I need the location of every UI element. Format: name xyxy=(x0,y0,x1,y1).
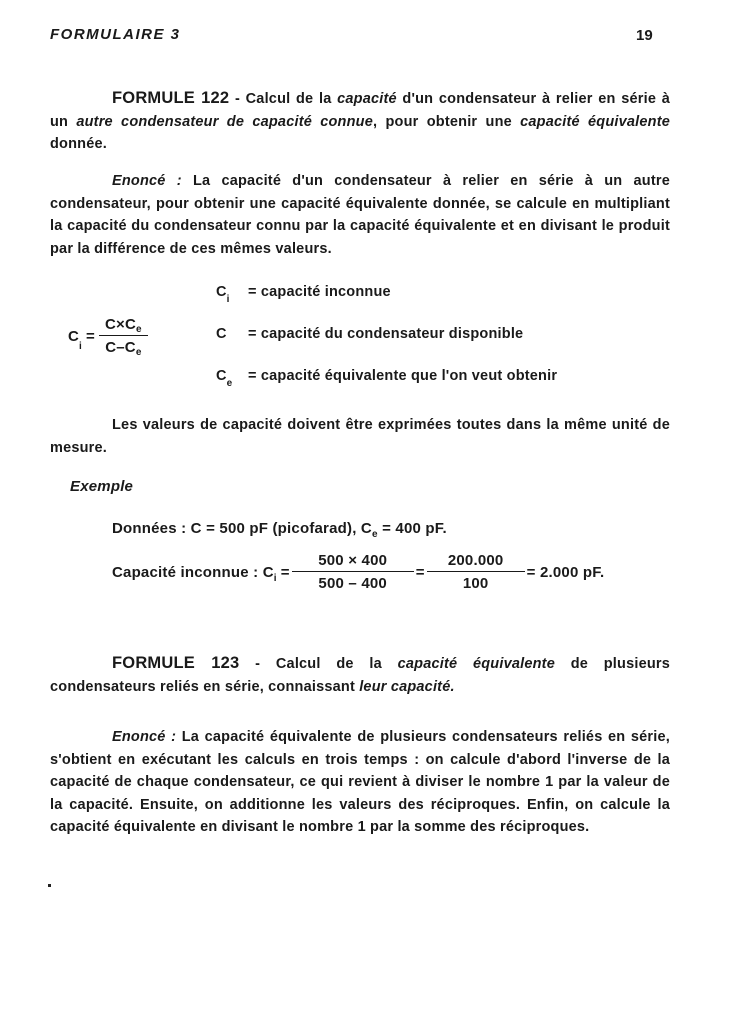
calc-sub: i xyxy=(273,572,277,584)
example-label: Exemple xyxy=(70,478,134,495)
stray-dot xyxy=(48,884,51,887)
heading-text: d'un condensateur à relier en série à un xyxy=(50,91,670,130)
frac1-numerator: 500 × 400 xyxy=(292,552,414,572)
def-sub: e xyxy=(226,378,233,389)
formula-numerator: C×C xyxy=(105,316,137,333)
formula-ci xyxy=(68,316,148,356)
enonce-text: La capacité d'un condensateur à relier en série à un autre condensateur, pour obtenir une capacité équivalente donnée, se calcule en multipliant la capacité du condensateur connu par la capacité équivalente et en divisant le produit par la différence de ces mêmes valeurs. xyxy=(50,173,670,257)
formula-denominator-sub: e xyxy=(135,347,142,358)
example-calculation xyxy=(112,552,604,592)
frac2-denominator: 100 xyxy=(462,575,489,592)
frac1-denominator: 500 – 400 xyxy=(318,575,387,592)
formule-122-label: FORMULE 122 xyxy=(112,89,230,107)
formule-123-heading xyxy=(50,652,670,698)
heading-text: , pour obtenir une xyxy=(373,113,521,130)
frac2-numerator: 200.000 xyxy=(427,552,525,572)
calc-fraction-2 xyxy=(427,552,525,592)
enonce-text: La capacité équivalente de plusieurs condensateurs reliés en série, s'obtient en exécutant les calculs en trois temps : on calcule d'abord l'inverse de la capacité de chaque condensateur, ce qui revient à diviser le nombre 1 par la valeur de la capacité. Ensuite, on additionne les valeurs des réciproques. Enfin, on calcule la capacité équivalente en divisant le nombre 1 par la somme des réciproques. xyxy=(50,729,670,835)
page-number: 19 xyxy=(636,27,653,44)
calc-result: = 2.000 pF. xyxy=(526,563,605,581)
formula-lhs-sub: i xyxy=(79,340,83,352)
calc-fraction-1 xyxy=(292,552,414,592)
units-note xyxy=(50,414,670,459)
heading-text: - Calcul de la xyxy=(239,656,398,672)
definition-ce xyxy=(216,368,557,410)
def-symbol: C xyxy=(216,326,227,342)
formula-numerator-sub: e xyxy=(136,324,142,335)
heading-italic: capacité équivalente xyxy=(397,656,555,672)
donnees-suffix: = 400 pF. xyxy=(377,520,447,537)
formule-122-heading xyxy=(50,87,670,156)
def-symbol: C xyxy=(216,368,227,384)
formule-122-enonce xyxy=(50,170,670,260)
donnees-sub: e xyxy=(371,529,378,540)
def-text: = capacité équivalente que l'on veut obtenir xyxy=(248,368,558,384)
calc-equals-1: = xyxy=(280,563,290,581)
heading-text: - Calcul de la xyxy=(229,91,338,107)
definition-c xyxy=(216,326,557,368)
def-text: = capacité du condensateur disponible xyxy=(248,326,524,342)
formule-123-enonce xyxy=(50,726,670,839)
formula-equals: = xyxy=(86,327,95,345)
enonce-label: Enoncé : xyxy=(112,729,177,745)
running-title: FORMULAIRE 3 xyxy=(50,26,181,43)
calc-equals-2: = xyxy=(415,563,425,581)
def-sub: i xyxy=(226,294,230,305)
heading-italic: leur capacité. xyxy=(359,678,455,695)
heading-italic: capacité xyxy=(337,91,397,107)
definition-ci xyxy=(216,284,557,326)
donnees-prefix: Données : C = 500 pF (picofarad), C xyxy=(112,520,372,537)
formula-lhs: C xyxy=(68,327,80,345)
note-text: Les valeurs de capacité doivent être exprimées toutes dans la même unité de mesure. xyxy=(50,417,670,456)
formula-denominator: C–C xyxy=(105,339,136,356)
formula-fraction xyxy=(99,316,148,356)
heading-text: donnée. xyxy=(50,136,107,152)
formule-123-label: FORMULE 123 xyxy=(112,654,240,672)
calc-prefix: Capacité inconnue : C xyxy=(112,563,274,581)
heading-italic: autre condensateur de capacité connue xyxy=(76,113,373,130)
def-symbol: C xyxy=(216,284,227,300)
enonce-label: Enoncé : xyxy=(112,173,182,189)
example-donnees xyxy=(112,520,447,540)
heading-text: de plusieurs condensateurs reliés en série, connaissant xyxy=(50,656,671,695)
variable-definitions xyxy=(216,284,557,410)
heading-italic: capacité équivalente xyxy=(520,113,670,130)
def-text: = capacité inconnue xyxy=(248,284,391,300)
